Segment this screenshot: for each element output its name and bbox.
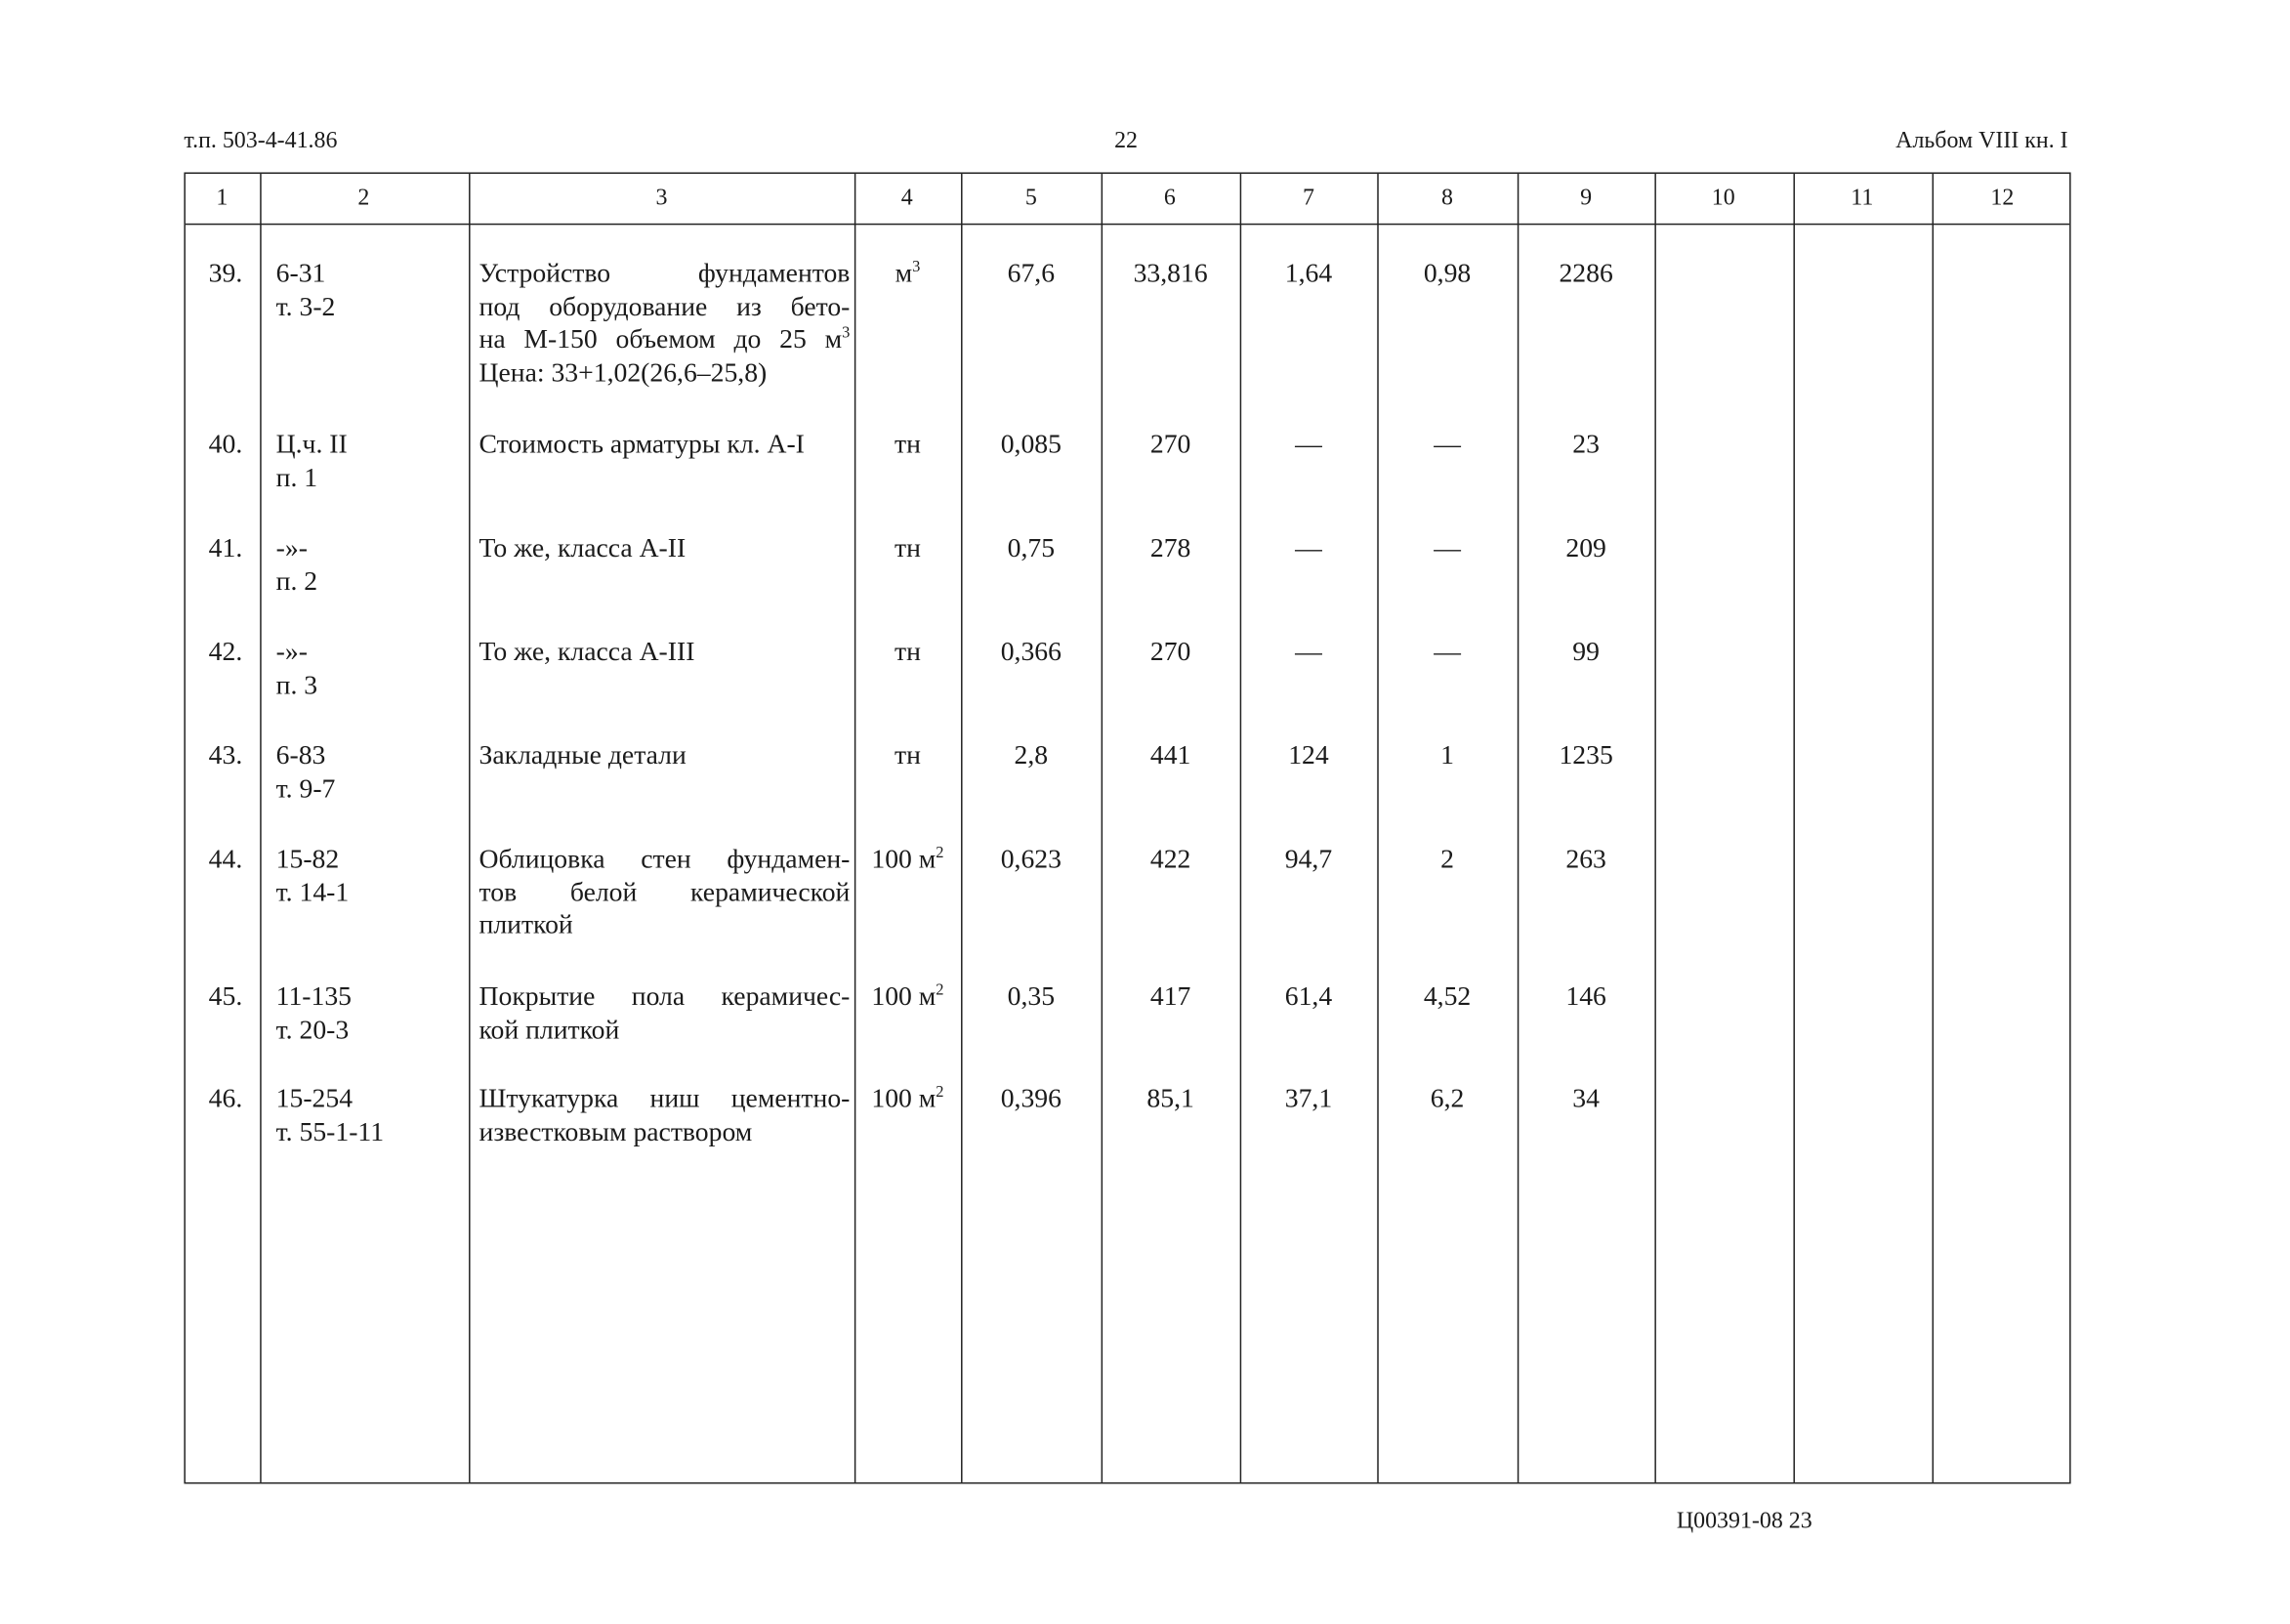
column-divider (1654, 174, 1655, 1482)
column-divider (1240, 174, 1241, 1482)
column-number-1: 1 (216, 185, 229, 211)
description-line: кой плиткой (479, 1016, 620, 1046)
column-7-value: — (1295, 534, 1322, 564)
total-cost: 263 (1565, 845, 1606, 875)
row-number: 39. (208, 260, 243, 290)
unit-price: 85,1 (1146, 1085, 1194, 1115)
row-number: 40. (208, 431, 243, 461)
unit-price: 417 (1149, 982, 1191, 1013)
footer-sheet-code: Ц00391-08 23 (1676, 1508, 1812, 1534)
unit-price: 441 (1149, 741, 1191, 771)
rate-code-line: т. 14-1 (275, 878, 350, 908)
column-8-value: 6,2 (1430, 1085, 1465, 1115)
quantity: 0,366 (1000, 638, 1062, 668)
column-number-2: 2 (357, 185, 370, 211)
description-line: известковым раствором (479, 1117, 753, 1147)
column-number-11: 11 (1851, 185, 1874, 211)
rate-code-line: -»- (275, 534, 308, 564)
work-description (479, 740, 851, 773)
total-cost: 1235 (1559, 741, 1613, 771)
column-8-value: — (1434, 638, 1461, 668)
estimate-table (184, 172, 2070, 1483)
column-8-value: 2 (1440, 845, 1454, 875)
rate-code-line: т. 9-7 (275, 774, 336, 805)
description-line: на М-150 объемом до 25 $м^3$ (479, 324, 851, 355)
column-8-value: — (1434, 431, 1461, 461)
work-description (479, 1084, 851, 1149)
column-number-7: 7 (1302, 185, 1314, 211)
column-divider (854, 174, 855, 1482)
description-line: под оборудование из бето- (479, 292, 851, 322)
description-line: плиткой (479, 911, 573, 941)
rate-code-line: 15-82 (275, 845, 340, 875)
row-number: 44. (208, 845, 243, 875)
column-7-value: — (1295, 431, 1322, 461)
total-cost: 23 (1572, 431, 1600, 461)
total-cost: 146 (1565, 982, 1606, 1013)
row-number: 46. (208, 1085, 243, 1115)
column-number-6: 6 (1163, 185, 1176, 211)
unit-price: 270 (1149, 431, 1191, 461)
rate-code (276, 844, 474, 909)
column-number-5: 5 (1024, 185, 1037, 211)
header-page-number: 22 (1114, 128, 1138, 154)
unit: $м^3$ (895, 258, 921, 290)
unit: тн (894, 534, 921, 564)
unit: 100 $м^2$ (871, 980, 944, 1013)
rate-code (276, 981, 474, 1047)
unit: тн (894, 431, 921, 461)
description-line: тов белой керамической (479, 878, 851, 908)
column-7-value: — (1295, 638, 1322, 668)
column-divider (1793, 174, 1794, 1482)
unit-price: 422 (1149, 845, 1191, 875)
quantity: 0,35 (1007, 982, 1056, 1013)
rate-code-line: т. 3-2 (275, 292, 336, 322)
unit-price: 278 (1149, 534, 1191, 564)
column-divider (1377, 174, 1378, 1482)
column-7-value: 61,4 (1284, 982, 1333, 1013)
column-8-value: 1 (1440, 741, 1454, 771)
description-line: Штукатурка ниш цементно- (479, 1085, 851, 1115)
unit: тн (894, 741, 921, 771)
column-8-value: 0,98 (1423, 260, 1472, 290)
column-8-value: 4,52 (1423, 982, 1472, 1013)
rate-code-line: 6-83 (275, 741, 326, 771)
total-cost: 34 (1572, 1085, 1600, 1115)
column-number-4: 4 (900, 185, 913, 211)
quantity: 0,396 (1000, 1085, 1062, 1115)
column-8-value: — (1434, 534, 1461, 564)
work-description (479, 533, 851, 566)
rate-code (276, 259, 474, 324)
rate-code-line: Ц.ч. II (275, 431, 348, 461)
rate-code-line: т. 20-3 (275, 1016, 350, 1046)
row-number: 45. (208, 982, 243, 1013)
column-divider (1102, 174, 1103, 1482)
quantity: 0,75 (1007, 534, 1056, 564)
description-line: Стоимость арматуры кл. А-I (479, 431, 805, 461)
description-line: Цена: 33+1,02(26,6–25,8) (479, 358, 768, 389)
description-line: То же, класса А-II (479, 534, 687, 564)
quantity: 0,085 (1000, 431, 1062, 461)
header-project-code: т.п. 503-4-41.86 (184, 128, 338, 154)
rate-code (276, 637, 474, 702)
work-description (479, 844, 851, 942)
column-divider (469, 174, 470, 1482)
row-number: 42. (208, 638, 243, 668)
rate-code-line: п. 1 (275, 463, 318, 493)
total-cost: 2286 (1559, 260, 1613, 290)
column-divider (1933, 174, 1934, 1482)
description-line: То же, класса А-III (479, 638, 695, 668)
rate-code-line: т. 55-1-11 (275, 1117, 385, 1147)
rate-code-line: п. 3 (275, 671, 318, 701)
rate-code-line: 15-254 (275, 1085, 354, 1115)
rate-code-line: 6-31 (275, 260, 326, 290)
unit: 100 $м^2$ (871, 844, 944, 875)
total-cost: 209 (1565, 534, 1606, 564)
rate-code-line: 11-135 (275, 982, 353, 1013)
column-number-12: 12 (1990, 185, 2015, 211)
work-description (479, 637, 851, 670)
unit: тн (894, 638, 921, 668)
row-number: 41. (208, 534, 243, 564)
column-7-value: 37,1 (1284, 1085, 1333, 1115)
quantity: 67,6 (1007, 260, 1056, 290)
column-7-value: 124 (1288, 741, 1329, 771)
row-number: 43. (208, 741, 243, 771)
unit: 100 $м^2$ (871, 1083, 944, 1115)
rate-code (276, 430, 474, 495)
column-number-3: 3 (655, 185, 668, 211)
column-7-value: 1,64 (1284, 260, 1333, 290)
header-album: Альбом VIII кн. I (1895, 128, 2068, 154)
work-description (479, 259, 851, 391)
description-line: Облицовка стен фундамен- (479, 845, 851, 875)
column-divider (260, 174, 261, 1482)
rate-code (276, 533, 474, 599)
column-number-8: 8 (1441, 185, 1454, 211)
rate-code-line: -»- (275, 638, 308, 668)
column-number-9: 9 (1580, 185, 1593, 211)
description-line: Устройство фундаментов (479, 260, 851, 290)
description-line: Закладные детали (479, 741, 687, 771)
unit-price: 270 (1149, 638, 1191, 668)
total-cost: 99 (1572, 638, 1600, 668)
work-description (479, 981, 851, 1047)
rate-code (276, 1084, 474, 1149)
rate-code-line: п. 2 (275, 567, 318, 597)
column-divider (961, 174, 962, 1482)
description-line: Покрытие пола керамичес- (479, 982, 851, 1013)
quantity: 2,8 (1014, 741, 1049, 771)
column-divider (1518, 174, 1519, 1482)
unit-price: 33,816 (1133, 260, 1208, 290)
column-number-10: 10 (1711, 185, 1735, 211)
column-7-value: 94,7 (1284, 845, 1333, 875)
quantity: 0,623 (1000, 845, 1062, 875)
work-description (479, 430, 851, 463)
rate-code (276, 740, 474, 806)
